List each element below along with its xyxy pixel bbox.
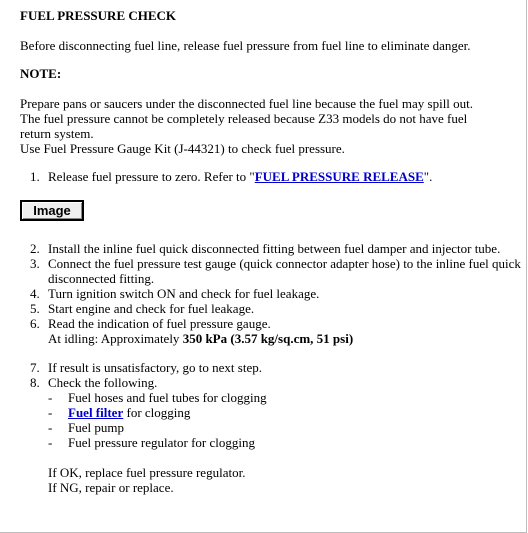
spacer <box>20 346 526 360</box>
dash-bullet: - <box>48 420 53 435</box>
step-number: 2. <box>30 241 40 256</box>
note-line: Prepare pans or saucers under the disconnected fuel line because the fuel may spill out. <box>20 96 474 111</box>
dash-bullet: - <box>48 390 53 405</box>
step-text: Connect the fuel pressure test gauge (quick connector adapter hose) to the inline fuel quick disconnected fitting. <box>48 256 521 286</box>
step-text: If result is unsatisfactory, go to next step. <box>48 360 262 375</box>
step-text: Check the following. <box>48 375 158 390</box>
step-number: 7. <box>30 360 40 375</box>
image-button[interactable]: Image <box>20 200 84 221</box>
step-number: 6. <box>30 316 40 331</box>
result-ok: If OK, replace fuel pressure regulator. <box>48 465 246 480</box>
step-7 <box>20 360 526 375</box>
check-item <box>48 405 526 420</box>
step-8 <box>20 375 526 450</box>
fuel-filter-link[interactable]: Fuel filter <box>68 405 124 420</box>
check-text: Fuel hoses and fuel tubes for clogging <box>68 390 267 405</box>
step-text-end: ". <box>423 169 433 184</box>
check-item <box>48 435 526 450</box>
dash-bullet: - <box>48 405 53 420</box>
spec-line <box>48 331 526 346</box>
step-text: Install the inline fuel quick disconnected fitting between fuel damper and injector tube. <box>48 241 501 256</box>
note-line: return system. <box>20 126 94 141</box>
step-1 <box>20 169 526 184</box>
step-number: 3. <box>30 256 40 271</box>
check-text: Fuel pump <box>68 420 124 435</box>
step-4 <box>20 286 526 301</box>
result-ng: If NG, repair or replace. <box>48 480 174 495</box>
note-line: Use Fuel Pressure Gauge Kit (J-44321) to check fuel pressure. <box>20 141 345 156</box>
step-number: 8. <box>30 375 40 390</box>
note-body <box>20 96 526 156</box>
check-list <box>48 390 526 450</box>
step-text: Read the indication of fuel pressure gauge. <box>48 316 271 331</box>
step-text: Turn ignition switch ON and check for fuel leakage. <box>48 286 320 301</box>
step-2 <box>20 241 526 256</box>
dash-bullet: - <box>48 435 53 450</box>
spec-label: At idling: Approximately <box>48 331 183 346</box>
step-number: 4. <box>30 286 40 301</box>
steps-list <box>20 241 526 346</box>
step-number: 5. <box>30 301 40 316</box>
spec-value: 350 kPa (3.57 kg/sq.cm, 51 psi) <box>182 331 354 346</box>
step-3 <box>20 256 526 286</box>
fuel-pressure-release-link[interactable]: FUEL PRESSURE RELEASE <box>254 169 424 184</box>
step-5 <box>20 301 526 316</box>
note-line: The fuel pressure cannot be completely released because Z33 models do not have fuel <box>20 111 468 126</box>
intro-paragraph: Before disconnecting fuel line, release fuel pressure from fuel line to eliminate danger. <box>20 38 471 53</box>
result-notes <box>48 465 526 495</box>
step-text: Release fuel pressure to zero. Refer to " <box>48 169 255 184</box>
check-item <box>48 390 526 405</box>
step-number: 1. <box>30 169 40 184</box>
check-text: Fuel pressure regulator for clogging <box>68 435 256 450</box>
step-6 <box>20 316 526 346</box>
note-heading: NOTE: <box>20 66 62 81</box>
page-title: FUEL PRESSURE CHECK <box>20 8 177 23</box>
step-text: Start engine and check for fuel leakage. <box>48 301 255 316</box>
check-text: for clogging <box>123 405 191 420</box>
check-item <box>48 420 526 435</box>
